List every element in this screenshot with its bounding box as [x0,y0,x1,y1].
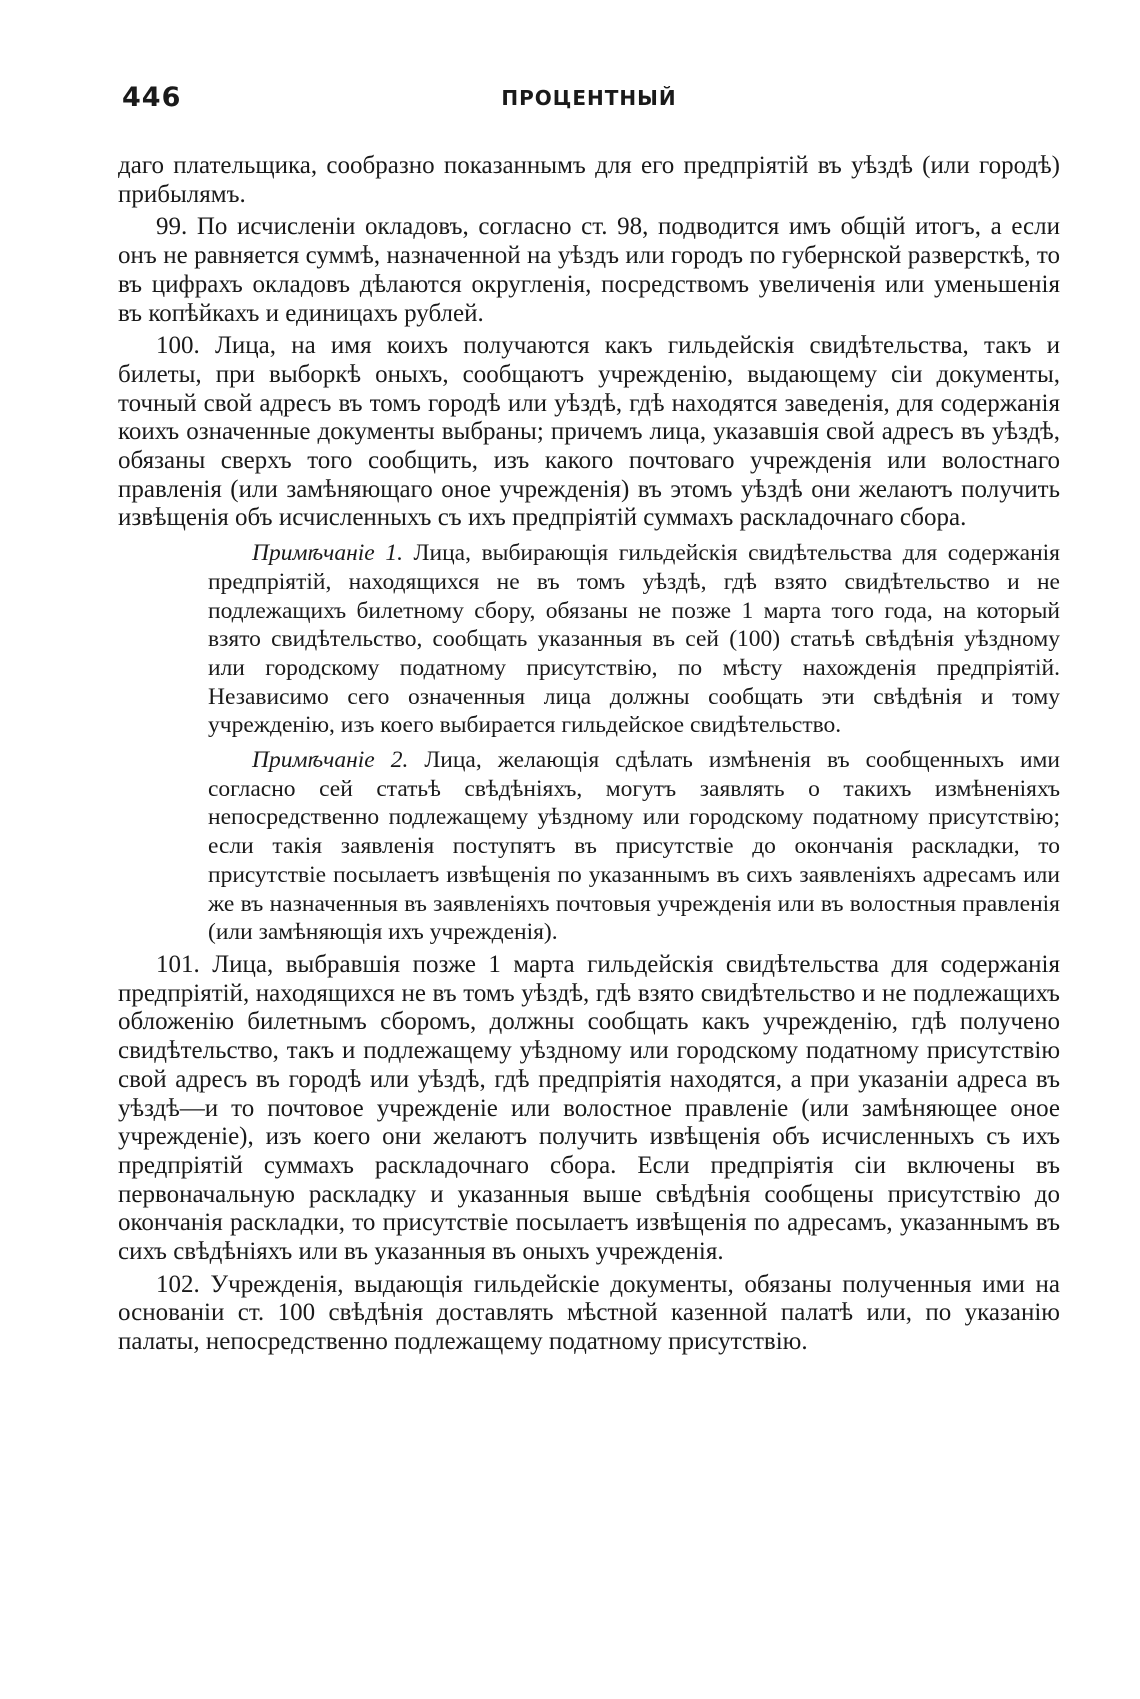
text-body [118,152,1060,1357]
note-1-label: Примѣчаніе 1. [252,540,403,567]
article-102: 102. Учрежденія, выдающія гильдейскіе документы, обязаны полученныя ими на основаніи ст. 100 свѣдѣнія доставлять мѣстной казенной палатѣ или, по указанію палаты, непосредственно подлежащему податному присутствію. [118,1270,1060,1356]
article-100: 100. Лица, на имя коихъ получаются какъ гильдейскія свидѣтельства, такъ и билеты, при выборкѣ оныхъ, сообщаютъ учрежденію, выдающему сіи документы, точный свой адресъ въ томъ городѣ или уѣздѣ, гдѣ находятся заведенія, для содержанія коихъ означенные документы выбраны; причемъ лица, указавшія свой адресъ въ уѣздѣ, обязаны сверхъ того сообщить, изъ какого почтоваго учрежденія или волостнаго правленія (или замѣняющаго оное учрежденія) въ этомъ уѣздѣ они желаютъ получить извѣщенія объ исчисленныхъ съ ихъ предпріятій суммахъ раскладочнаго сбора. [118,332,1060,532]
article-99: 99. По исчисленіи окладовъ, согласно ст. 98, подводится имъ общій итогъ, а если онъ не равняется суммѣ, назначенной на уѣздъ или городъ по губернской разверсткѣ, то въ цифрахъ окладовъ дѣлаются округленія, посредствомъ увеличенія или уменьшенія въ копѣйкахъ и единицахъ рублей. [118,213,1060,327]
note-2-text: Лица, желающія сдѣлать измѣненія въ сообщенныхъ ими согласно сей статьѣ свѣдѣніяхъ, могутъ заявлять о такихъ измѣненіяхъ непосредственно подлежащему уѣздному или городскому податному присутствію; если такія заявленія поступятъ въ присутствіе до окончанія раскладки, то присутствіе посылаетъ извѣщенія по указаннымъ въ сихъ заявленіяхъ адресамъ или же въ назначенныя въ заявленіяхъ почтовыя учрежденія или въ волостныя правленія (или замѣняющія ихъ учрежденія). [208,747,1060,946]
continuation-paragraph: даго плательщика, сообразно показаннымъ для его предпріятій въ уѣздѣ (или городѣ) прибылямъ. [118,152,1060,208]
note-1-text: Лица, выбирающія гильдейскія свидѣтельства для содержанія предпріятій, находящихся не въ томъ уѣздѣ, гдѣ взято свидѣтельство и не подлежащихъ билетному сбору, обязаны не позже 1 марта того года, на который взято свидѣтельство, сообщать указанныя въ сей (100) статьѣ свѣдѣнія уѣздному или городскому податному присутствію, по мѣсту нахожденія предпріятій. Независимо сего означенныя лица должны сообщать эти свѣдѣнія и тому учрежденію, изъ коего выбирается гильдейское свидѣтельство. [208,540,1060,739]
note-2-label: Примѣчаніе 2. [252,747,409,774]
page-number: 446 [122,82,182,113]
note-1 [208,539,1060,740]
running-head: ПРОЦЕНТНЫЙ [501,86,677,110]
article-101: 101. Лица, выбравшія позже 1 марта гильдейскія свидѣтельства для содержанія предпріятій, находящихся не въ томъ уѣздѣ, гдѣ взято свидѣтельство и не подлежащихъ обложенію билетнымъ сборомъ, должны сообщать какъ учрежденію, гдѣ получено свидѣтельство, такъ и подлежащему уѣздному или городскому податному присутствію свой адресъ въ городѣ или уѣздѣ, гдѣ предпріятія находятся, а при указаніи адреса въ уѣздѣ—и то почтовое учрежденіе или волостное правленіе (или замѣняющее оное учрежденіе), изъ коего они желаютъ получить извѣщенія объ исчисленныхъ съ ихъ предпріятій суммахъ раскладочнаго сбора. Если предпріятія сіи включены въ первоначальную раскладку и указанныя выше свѣдѣнія сообщены присутствію до окончанія раскладки, то присутствіе посылаетъ извѣщенія по адресамъ, указаннымъ въ сихъ свѣдѣніяхъ или въ указанныя въ оныхъ учрежденія. [118,950,1060,1266]
page-header [118,82,1060,126]
note-2 [208,746,1060,947]
